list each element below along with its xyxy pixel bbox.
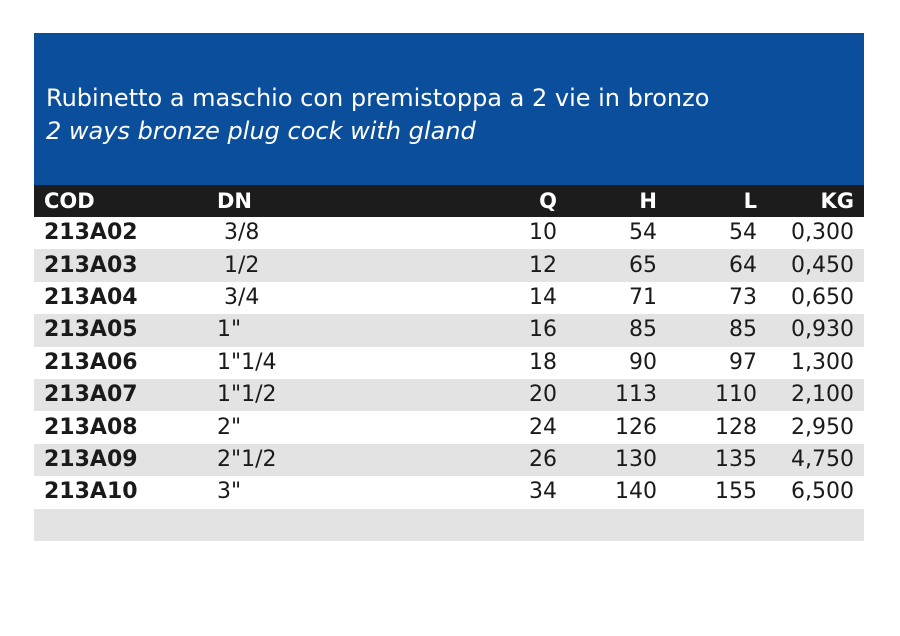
cell-kg: 6,500 [791, 479, 854, 505]
cell-kg: 4,750 [757, 444, 864, 476]
cell-dn: 2" [217, 414, 242, 440]
cell-dn: 3/4 [217, 284, 260, 310]
cell-q: 24 [529, 414, 557, 440]
cell-q: 14 [529, 284, 557, 310]
cell-dn: 3" [217, 479, 242, 505]
spec-table [34, 185, 864, 541]
cell-h: 130 [557, 444, 657, 476]
column-header-h: H [557, 185, 657, 217]
table-row [34, 249, 864, 281]
cell-cod: 213A03 [34, 249, 217, 281]
cell-kg: 2,950 [791, 414, 854, 440]
column-header-kg: KG [757, 185, 864, 217]
cell-q: 10 [529, 220, 557, 246]
cell-l: 110 [657, 379, 757, 411]
table-footer-band [34, 509, 864, 541]
footer-band-cell [34, 509, 864, 541]
table-header-row [34, 185, 864, 217]
cell-kg: 0,930 [757, 314, 864, 346]
table-row [34, 444, 864, 476]
table-row [34, 217, 864, 249]
cell-dn: 1" [217, 314, 397, 346]
table-row [34, 411, 864, 443]
cell-q: 26 [397, 444, 557, 476]
cell-cod: 213A02 [44, 220, 138, 246]
cell-l: 73 [729, 284, 757, 310]
cell-dn: 1"1/4 [217, 349, 277, 375]
cell-h: 126 [615, 414, 657, 440]
cell-dn: 3/8 [217, 220, 260, 246]
cell-cod: 213A09 [34, 444, 217, 476]
cell-l: 97 [729, 349, 757, 375]
cell-l: 85 [657, 314, 757, 346]
cell-kg: 0,300 [791, 220, 854, 246]
table-row [34, 314, 864, 346]
column-header-cod: COD [34, 185, 217, 217]
cell-q: 16 [397, 314, 557, 346]
cell-dn: 1"1/2 [217, 379, 397, 411]
cell-kg: 1,300 [791, 349, 854, 375]
cell-h: 65 [557, 249, 657, 281]
cell-q: 20 [397, 379, 557, 411]
table-row [34, 476, 864, 508]
table-row [34, 347, 864, 379]
cell-cod: 213A07 [34, 379, 217, 411]
table-row [34, 282, 864, 314]
column-header-dn: DN [217, 185, 397, 217]
cell-h: 140 [615, 479, 657, 505]
cell-h: 71 [629, 284, 657, 310]
cell-dn: 1/2 [217, 249, 397, 281]
product-sheet [34, 33, 864, 541]
cell-q: 12 [397, 249, 557, 281]
cell-h: 113 [557, 379, 657, 411]
header-banner [34, 33, 864, 185]
column-header-l: L [657, 185, 757, 217]
cell-l: 128 [715, 414, 757, 440]
cell-q: 34 [529, 479, 557, 505]
cell-cod: 213A08 [44, 414, 138, 440]
cell-cod: 213A10 [44, 479, 138, 505]
cell-cod: 213A04 [44, 284, 138, 310]
cell-kg: 0,450 [757, 249, 864, 281]
title-english: 2 ways bronze plug cock with gland [46, 117, 476, 145]
title-italian: Rubinetto a maschio con premistoppa a 2 vie in bronzo [46, 84, 710, 112]
cell-kg: 2,100 [757, 379, 864, 411]
cell-l: 64 [657, 249, 757, 281]
cell-dn: 2"1/2 [217, 444, 397, 476]
cell-cod: 213A06 [44, 349, 138, 375]
cell-h: 90 [629, 349, 657, 375]
cell-cod: 213A05 [34, 314, 217, 346]
cell-l: 54 [729, 220, 757, 246]
cell-l: 135 [657, 444, 757, 476]
column-header-q: Q [397, 185, 557, 217]
cell-kg: 0,650 [791, 284, 854, 310]
table-row [34, 379, 864, 411]
cell-q: 18 [529, 349, 557, 375]
cell-l: 155 [715, 479, 757, 505]
cell-h: 54 [629, 220, 657, 246]
cell-h: 85 [557, 314, 657, 346]
